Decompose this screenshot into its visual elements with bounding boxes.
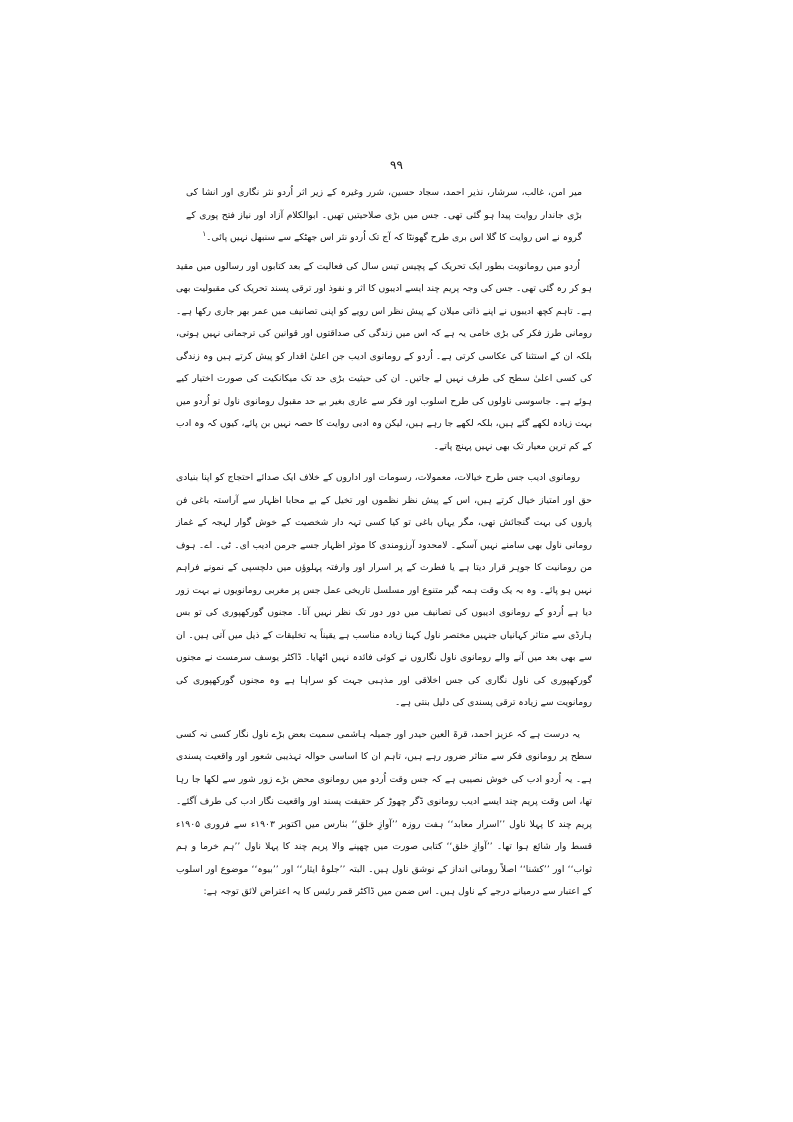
block-quote (176, 182, 592, 250)
footnote-marker: ۱ (202, 229, 207, 238)
paragraph-2: رومانوی ادیب جس طرح خیالات، معمولات، رسومات اور اداروں کے خلاف ایک صدائے احتجاج کو اپنا بنیادی حق اور امتیاز خیال کرتے ہیں، اس کے پیش نظر نظموں اور تخیل کے بے محابا اظہار سے آراستہ باغی فن پاروں کی بہت گنجائش تھی، مگر یہاں باغی تو کیا کسی تہہ دار شخصیت کے خوش گوار لہجہ کے غماز رومانی ناول بھی سامنے نہیں آسکے۔ لامحدود آرزومندی کا موثر اظہار جسے جرمن ادیب ای۔ ٹی۔ اے۔ ہوف من رومانیت کا جوہر قرار دیتا ہے یا فطرت کے پر اسرار اور وارفتہ پہلوؤں میں دلچسپی کے نمونے فراہم نہیں ہو پائے۔ وہ بہ یک وقت ہمہ گیر متنوع اور مسلسل تاریخی عمل جس پر مغربی رومانویوں نے بہت زور دیا ہے اُردو کے رومانوی ادیبوں کی تصانیف میں دور دور تک نظر نہیں آتا۔ مجنوں گورکھپوری کی تو بس ہارڈی سے متاثر کہانیاں جنہیں مختصر ناول کہنا زیادہ مناسب ہے یقیناً یہ تخلیقات کے ذیل میں آتی ہیں۔ ان سے بھی بعد میں آنے والے رومانوی ناول نگاروں نے کوئی فائدہ نہیں اٹھایا۔ ڈاکٹر یوسف سرمست نے مجنوں گورکھپوری کی ناول نگاری کی جس اخلاقی اور مذہبی جہت کو سراہا ہے وہ مجنوں گورکھپوری کی رومانویت سے زیادہ ترقی پسندی کی دلیل بنتی ہے۔ (176, 472, 592, 708)
body-text (176, 182, 592, 904)
paragraph-3: یہ درست ہے کہ عزیز احمد، قرۃ العین حیدر اور جمیلہ ہاشمی سمیت بعض بڑے ناول نگار کسی نہ کسی سطح پر رومانوی فکر سے متاثر ضرور رہے ہیں، تاہم ان کا اساسی حوالہ تہذیبی شعور اور واقعیت پسندی ہے۔ یہ اُردو ادب کی خوش نصیبی ہے کہ جس وقت اُردو میں رومانوی محض بڑے زور شور سے لکھا جا رہا تھا، اس وقت پریم چند ایسے ادیب رومانوی ڈگر چھوڑ کر حقیقت پسند اور واقعیت نگار ادب کی طرف آگئے۔ پریم چند کا پہلا ناول ’’اسرار معابد‘‘ ہفت روزہ ’’آوازِ خلق‘‘ بنارس میں اکتوبر ۱۹۰۳ء سے فروری ۱۹۰۵ء قسط وار شائع ہوا تھا۔ ’’آوازِ خلق‘‘ کتابی صورت میں چھپنے والا پریم چند کا پہلا ناول ’’ہم خرما و ہم ثواب‘‘ اور ’’کشنا‘‘ اصلاً رومانی انداز کے نوشق ناول ہیں۔ البتہ ’’جلوۂ ایثار‘‘ اور ’’بیوہ‘‘ موضوع اور اسلوب کے اعتبار سے درمیانے درجے کے ناول ہیں۔ اس ضمن میں ڈاکٹر قمر رئیس کا یہ اعتراض لائق توجہ ہے: (176, 728, 592, 897)
page-number: ۹۹ (390, 158, 403, 172)
paragraph-1: اُردو میں رومانویت بطور ایک تحریک کے پچیس تیس سال کی فعالیت کے بعد کتابوں اور رسالوں میں مقید ہو کر رہ گئی تھی۔ جس کی وجہ پریم چند ایسے ادیبوں کا اثر و نفوذ اور ترقی پسند تحریک کی مقبولیت بھی ہے۔ تاہم کچھ ادیبوں نے اپنے ذاتی میلان کے پیش نظر اس رویے کو اپنی تصانیف میں عمر بھر جاری رکھا ہے۔ رومانی طرز فکر کی بڑی خامی یہ ہے کہ اس میں زندگی کی صداقتوں اور قوانین کی ترجمانی نہیں ہوتی، بلکہ ان کے استثنا کی عکاسی کرتی ہے۔ اُردو کے رومانوی ادیب جن اعلیٰ اقدار کو پیش کرتے ہیں وہ زندگی کی کسی اعلیٰ سطح کی طرف نہیں لے جاتیں۔ ان کی حیثیت بڑی حد تک میکانکیت کی صورت اختیار کیے ہوئے ہے۔ جاسوسی ناولوں کی طرح اسلوب اور فکر سے عاری بغیر بے حد مقبول رومانوی ناول تو اُردو میں بہت زیادہ لکھے گئے ہیں، بلکہ لکھے جا رہے ہیں، لیکن وہ ادبی روایت کا حصہ نہیں بن پائے، کیوں کہ وہ ادب کے کم ترین معیار تک بھی نہیں پہنچ پاتے۔ (176, 260, 592, 452)
quote-text: میر امن، غالب، سرشار، نذیر احمد، سجاد حسین، شرر وغیرہ کے زیر اثر اُردو نثر نگاری اور انشا کی بڑی جاندار روایت پیدا ہو گئی تھی۔ جس میں بڑی صلاحیتیں تھیں۔ ابوالکلام آزاد اور نیاز فتح پوری کے گروہ نے اس روایت کا گلا اس بری طرح گھونٹا کہ آج تک اُردو نثر اس جھٹکے سے سنبھل نہیں پائی۔ (186, 187, 582, 243)
